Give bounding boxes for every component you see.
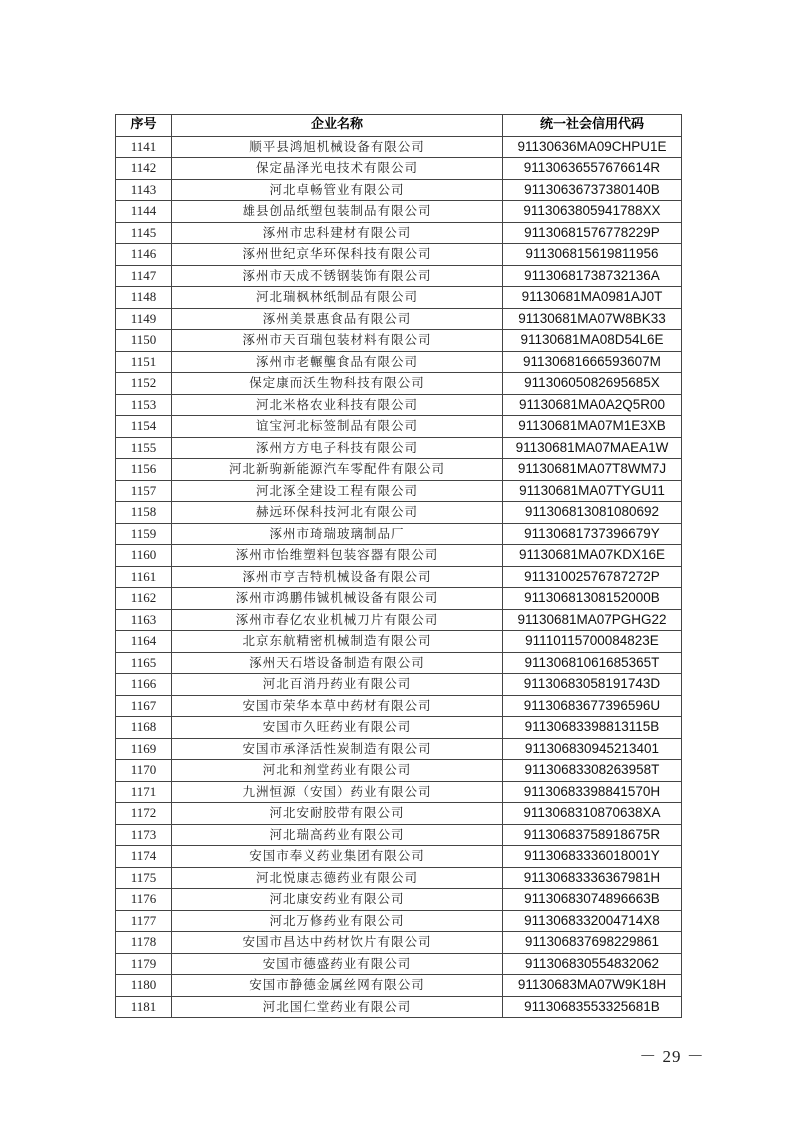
company-name: 河北百消丹药业有限公司 bbox=[172, 674, 503, 696]
table-row bbox=[116, 975, 682, 997]
row-index: 1161 bbox=[116, 566, 172, 588]
credit-code: 91130681737396679Y bbox=[503, 523, 682, 545]
credit-code: 911306837698229861 bbox=[503, 932, 682, 954]
company-name: 河北万修药业有限公司 bbox=[172, 910, 503, 932]
credit-code: 91130681576778229P bbox=[503, 222, 682, 244]
credit-code: 91130681MA07W8BK33 bbox=[503, 308, 682, 330]
table-row bbox=[116, 932, 682, 954]
credit-code: 91130683308263958T bbox=[503, 760, 682, 782]
company-name: 安国市静德金属丝网有限公司 bbox=[172, 975, 503, 997]
row-index: 1157 bbox=[116, 480, 172, 502]
credit-code: 911306813081080692 bbox=[503, 502, 682, 524]
table-row bbox=[116, 287, 682, 309]
company-name: 河北国仁堂药业有限公司 bbox=[172, 996, 503, 1018]
header-company-name: 企业名称 bbox=[172, 115, 503, 137]
company-name: 涿州美景惠食品有限公司 bbox=[172, 308, 503, 330]
table-row bbox=[116, 695, 682, 717]
credit-code: 91130683758918675R bbox=[503, 824, 682, 846]
company-name: 河北瑞枫林纸制品有限公司 bbox=[172, 287, 503, 309]
table-row bbox=[116, 201, 682, 223]
company-name: 涿州市怡维塑料包装容器有限公司 bbox=[172, 545, 503, 567]
table-row bbox=[116, 953, 682, 975]
credit-code: 91110115700084823E bbox=[503, 631, 682, 653]
credit-code: 91130683058191743D bbox=[503, 674, 682, 696]
credit-code: 911306830945213401 bbox=[503, 738, 682, 760]
credit-code: 911306830554832062 bbox=[503, 953, 682, 975]
table-row bbox=[116, 717, 682, 739]
table-row bbox=[116, 373, 682, 395]
table-row bbox=[116, 760, 682, 782]
row-index: 1179 bbox=[116, 953, 172, 975]
credit-code: 91130683677396596U bbox=[503, 695, 682, 717]
credit-code: 9113068332004714X8 bbox=[503, 910, 682, 932]
table-row bbox=[116, 416, 682, 438]
company-name: 安国市昌达中药材饮片有限公司 bbox=[172, 932, 503, 954]
company-name: 安国市奉义药业集团有限公司 bbox=[172, 846, 503, 868]
row-index: 1171 bbox=[116, 781, 172, 803]
row-index: 1156 bbox=[116, 459, 172, 481]
company-name: 涿州市亨吉特机械设备有限公司 bbox=[172, 566, 503, 588]
table-row bbox=[116, 136, 682, 158]
table-row bbox=[116, 738, 682, 760]
credit-code: 91130636MA09CHPU1E bbox=[503, 136, 682, 158]
credit-code: 91130681666593607M bbox=[503, 351, 682, 373]
company-name: 涿州天石塔设备制造有限公司 bbox=[172, 652, 503, 674]
row-index: 1163 bbox=[116, 609, 172, 631]
table-row bbox=[116, 824, 682, 846]
row-index: 1175 bbox=[116, 867, 172, 889]
row-index: 1147 bbox=[116, 265, 172, 287]
table-row bbox=[116, 910, 682, 932]
company-name: 河北瑞高药业有限公司 bbox=[172, 824, 503, 846]
row-index: 1151 bbox=[116, 351, 172, 373]
table-row bbox=[116, 265, 682, 287]
credit-code: 91130605082695685X bbox=[503, 373, 682, 395]
row-index: 1144 bbox=[116, 201, 172, 223]
row-index: 1148 bbox=[116, 287, 172, 309]
company-name: 北京东航精密机械制造有限公司 bbox=[172, 631, 503, 653]
company-name: 安国市德盛药业有限公司 bbox=[172, 953, 503, 975]
company-name: 河北和剂堂药业有限公司 bbox=[172, 760, 503, 782]
row-index: 1176 bbox=[116, 889, 172, 911]
company-name: 安国市承泽活性炭制造有限公司 bbox=[172, 738, 503, 760]
table-row bbox=[116, 846, 682, 868]
enterprise-registry-table bbox=[115, 114, 682, 1018]
credit-code: 91131002576787272P bbox=[503, 566, 682, 588]
company-name: 涿州市老輾壟食品有限公司 bbox=[172, 351, 503, 373]
table-row bbox=[116, 437, 682, 459]
credit-code: 91130681MA0A2Q5R00 bbox=[503, 394, 682, 416]
table-row bbox=[116, 351, 682, 373]
row-index: 1177 bbox=[116, 910, 172, 932]
company-name: 涿州市天百瑞包装材料有限公司 bbox=[172, 330, 503, 352]
header-index: 序号 bbox=[116, 115, 172, 137]
credit-code: 91130681MA0981AJ0T bbox=[503, 287, 682, 309]
credit-code: 91130681MA07MAEA1W bbox=[503, 437, 682, 459]
row-index: 1143 bbox=[116, 179, 172, 201]
table-row bbox=[116, 480, 682, 502]
row-index: 1170 bbox=[116, 760, 172, 782]
credit-code: 91130681738732136A bbox=[503, 265, 682, 287]
row-index: 1159 bbox=[116, 523, 172, 545]
row-index: 1154 bbox=[116, 416, 172, 438]
credit-code: 91130681MA08D54L6E bbox=[503, 330, 682, 352]
company-name: 九洲恒源（安国）药业有限公司 bbox=[172, 781, 503, 803]
row-index: 1146 bbox=[116, 244, 172, 266]
row-index: 1142 bbox=[116, 158, 172, 180]
row-index: 1162 bbox=[116, 588, 172, 610]
company-name: 涿州方方电子科技有限公司 bbox=[172, 437, 503, 459]
company-name: 河北悦康志德药业有限公司 bbox=[172, 867, 503, 889]
company-name: 河北米格农业科技有限公司 bbox=[172, 394, 503, 416]
company-name: 涿州世纪京华环保科技有限公司 bbox=[172, 244, 503, 266]
row-index: 1169 bbox=[116, 738, 172, 760]
table-row bbox=[116, 674, 682, 696]
row-index: 1153 bbox=[116, 394, 172, 416]
company-name: 安国市久旺药业有限公司 bbox=[172, 717, 503, 739]
table-row bbox=[116, 244, 682, 266]
table-row bbox=[116, 867, 682, 889]
credit-code: 911306815619811956 bbox=[503, 244, 682, 266]
company-name: 赫远环保科技河北有限公司 bbox=[172, 502, 503, 524]
table-row bbox=[116, 566, 682, 588]
table-row bbox=[116, 781, 682, 803]
company-name: 谊宝河北标签制品有限公司 bbox=[172, 416, 503, 438]
credit-code: 9113063805941788XX bbox=[503, 201, 682, 223]
credit-code: 91130683MA07W9K18H bbox=[503, 975, 682, 997]
company-name: 雄县创品纸塑包装制品有限公司 bbox=[172, 201, 503, 223]
table-row bbox=[116, 889, 682, 911]
row-index: 1160 bbox=[116, 545, 172, 567]
row-index: 1166 bbox=[116, 674, 172, 696]
table-body bbox=[116, 136, 682, 1018]
credit-code: 91130683398841570H bbox=[503, 781, 682, 803]
credit-code: 91130681MA07TYGU11 bbox=[503, 480, 682, 502]
row-index: 1172 bbox=[116, 803, 172, 825]
company-name: 涿州市天成不锈钢装饰有限公司 bbox=[172, 265, 503, 287]
credit-code: 91130681MA07KDX16E bbox=[503, 545, 682, 567]
row-index: 1174 bbox=[116, 846, 172, 868]
table-row bbox=[116, 631, 682, 653]
company-name: 河北康安药业有限公司 bbox=[172, 889, 503, 911]
table-row bbox=[116, 394, 682, 416]
table-header-row bbox=[116, 115, 682, 137]
company-name: 涿州市琦瑞玻璃制品厂 bbox=[172, 523, 503, 545]
company-name: 安国市荣华本草中药材有限公司 bbox=[172, 695, 503, 717]
company-name: 涿州市鸿鹏伟铖机械设备有限公司 bbox=[172, 588, 503, 610]
company-name: 保定康而沃生物科技有限公司 bbox=[172, 373, 503, 395]
company-name: 河北安耐胶带有限公司 bbox=[172, 803, 503, 825]
row-index: 1173 bbox=[116, 824, 172, 846]
company-name: 河北新驹新能源汽车零配件有限公司 bbox=[172, 459, 503, 481]
credit-code: 91130683336367981H bbox=[503, 867, 682, 889]
table-row bbox=[116, 545, 682, 567]
credit-code: 91130681MA07PGHG22 bbox=[503, 609, 682, 631]
row-index: 1152 bbox=[116, 373, 172, 395]
credit-code: 91130683336018001Y bbox=[503, 846, 682, 868]
credit-code: 9113068310870638XA bbox=[503, 803, 682, 825]
page-number: － 29 － bbox=[639, 1047, 705, 1066]
table-row bbox=[116, 652, 682, 674]
row-index: 1180 bbox=[116, 975, 172, 997]
company-name: 河北涿全建设工程有限公司 bbox=[172, 480, 503, 502]
row-index: 1167 bbox=[116, 695, 172, 717]
row-index: 1149 bbox=[116, 308, 172, 330]
row-index: 1181 bbox=[116, 996, 172, 1018]
table-row bbox=[116, 308, 682, 330]
table-row bbox=[116, 588, 682, 610]
table-row bbox=[116, 803, 682, 825]
row-index: 1155 bbox=[116, 437, 172, 459]
row-index: 1165 bbox=[116, 652, 172, 674]
company-name: 涿州市春亿农业机械刀片有限公司 bbox=[172, 609, 503, 631]
table-row bbox=[116, 158, 682, 180]
credit-code: 91130636737380140B bbox=[503, 179, 682, 201]
credit-code: 91130683074896663B bbox=[503, 889, 682, 911]
table-row bbox=[116, 459, 682, 481]
table-row bbox=[116, 523, 682, 545]
table-row bbox=[116, 179, 682, 201]
table-row bbox=[116, 502, 682, 524]
company-name: 保定晶泽光电技术有限公司 bbox=[172, 158, 503, 180]
row-index: 1178 bbox=[116, 932, 172, 954]
header-credit-code: 统一社会信用代码 bbox=[503, 115, 682, 137]
row-index: 1141 bbox=[116, 136, 172, 158]
row-index: 1158 bbox=[116, 502, 172, 524]
row-index: 1145 bbox=[116, 222, 172, 244]
credit-code: 91130683553325681B bbox=[503, 996, 682, 1018]
table-row bbox=[116, 609, 682, 631]
credit-code: 91130636557676614R bbox=[503, 158, 682, 180]
row-index: 1168 bbox=[116, 717, 172, 739]
credit-code: 91130681308152000B bbox=[503, 588, 682, 610]
table-row bbox=[116, 222, 682, 244]
table-row bbox=[116, 330, 682, 352]
credit-code: 91130683398813115B bbox=[503, 717, 682, 739]
company-name: 河北卓畅管业有限公司 bbox=[172, 179, 503, 201]
credit-code: 91130681MA07M1E3XB bbox=[503, 416, 682, 438]
company-name: 涿州市忠科建材有限公司 bbox=[172, 222, 503, 244]
row-index: 1150 bbox=[116, 330, 172, 352]
row-index: 1164 bbox=[116, 631, 172, 653]
credit-code: 91130681061685365T bbox=[503, 652, 682, 674]
company-name: 顺平县鸿旭机械设备有限公司 bbox=[172, 136, 503, 158]
credit-code: 91130681MA07T8WM7J bbox=[503, 459, 682, 481]
table-row bbox=[116, 996, 682, 1018]
